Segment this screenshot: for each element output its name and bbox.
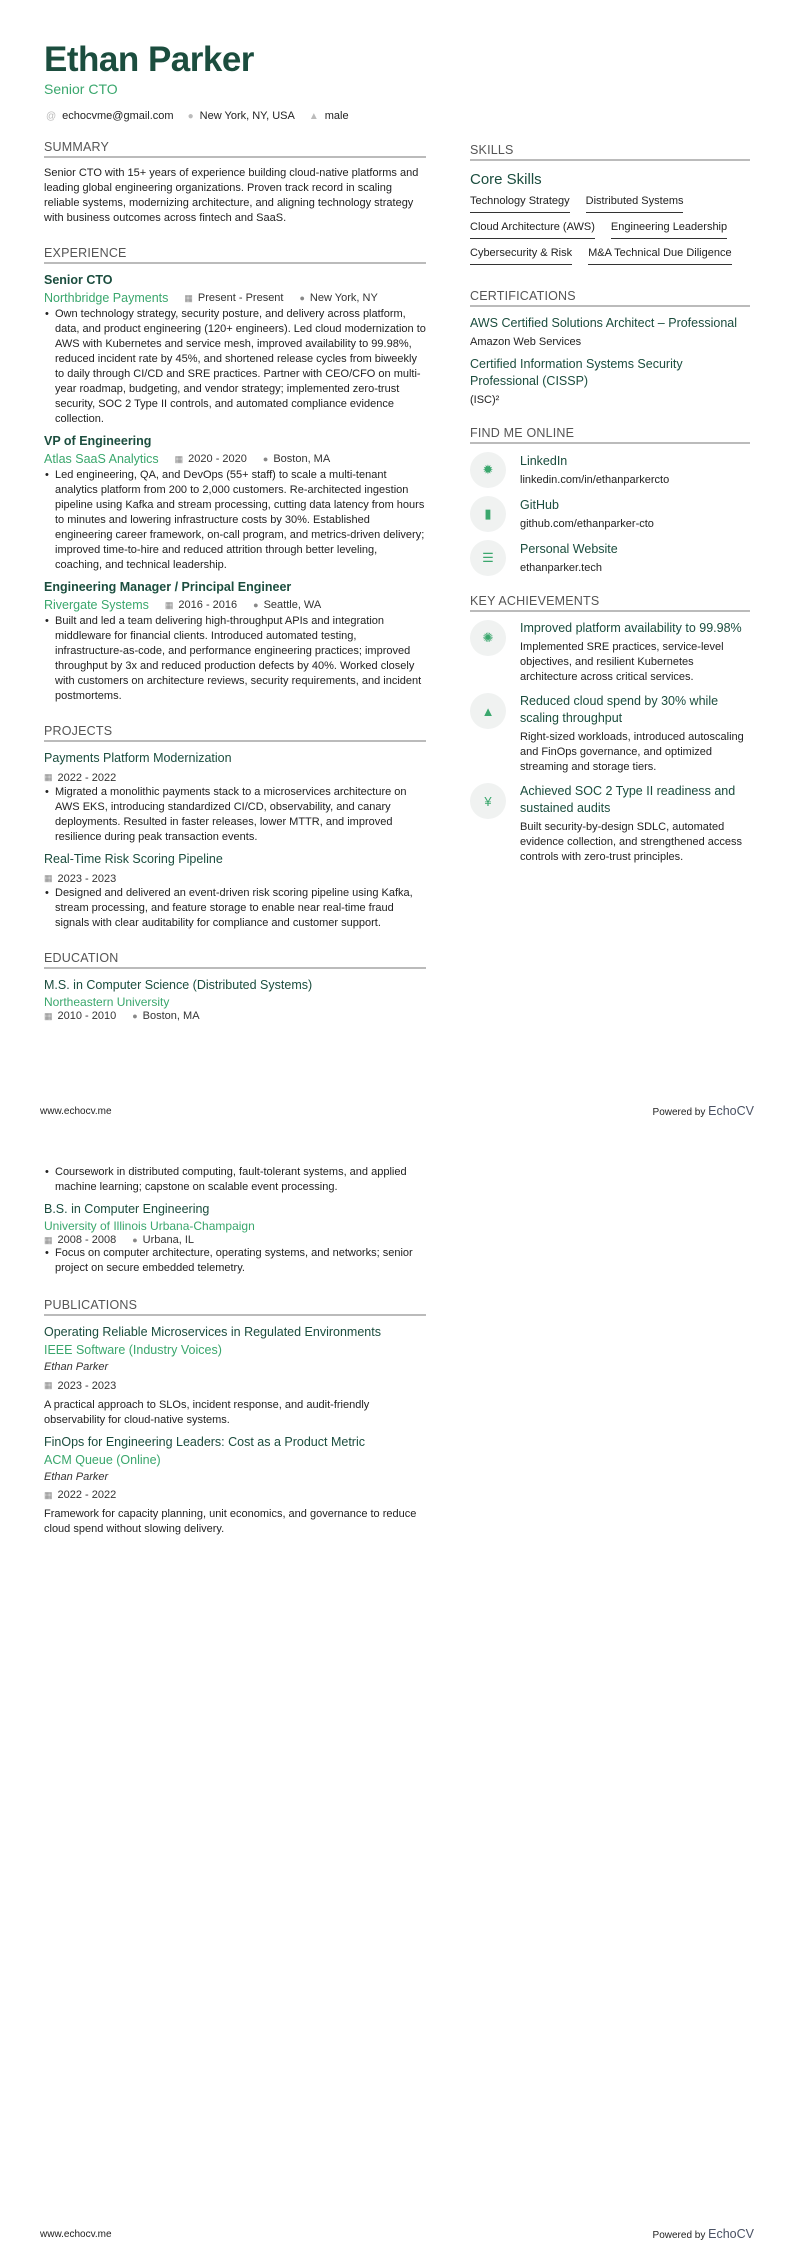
- project-item: [44, 851, 426, 931]
- section-find-me-online: FIND ME ONLINE: [470, 426, 750, 444]
- education-item: [44, 977, 426, 1022]
- skill-tag: Technology Strategy: [470, 193, 570, 213]
- footer-powered-by: Powered by: [652, 1107, 706, 1118]
- certification-name: Certified Information Systems Security Professional (CISSP): [470, 357, 683, 388]
- dates: 2022 - 2022: [57, 1489, 117, 1501]
- online-profile-link[interactable]: [470, 452, 750, 488]
- candidate-title: Senior CTO: [44, 81, 118, 97]
- section-projects: PROJECTS: [44, 724, 426, 742]
- dates: 2008 - 2008: [57, 1234, 117, 1246]
- achievement-title: Reduced cloud spend by 30% while scaling throughput: [520, 694, 719, 725]
- company: Atlas SaaS Analytics: [44, 452, 159, 466]
- calendar-icon: ▦: [44, 1234, 53, 1245]
- page-footer: [40, 2227, 754, 2241]
- profile-url[interactable]: github.com/ethanparker-cto: [520, 517, 654, 530]
- publication-item: [44, 1434, 426, 1538]
- project-bullet: • Migrated a monolithic payments stack to a microservices architecture on AWS EKS, introducing standardized CI/CD, observability, and canary deployments. Resulted in faster releases, lower MTTR, and improved resilience during peak transaction events.: [44, 785, 426, 845]
- project-bullet: • Designed and delivered an event-driven risk scoring pipeline using Kafka, stream processing, and feature storage to enable near real-time fraud signals with clear auditability for compliance and customer support.: [44, 886, 426, 931]
- calendar-icon: ▦: [164, 599, 174, 610]
- skill-tag: Cybersecurity & Risk: [470, 245, 572, 265]
- resume-page-2: [0, 1123, 794, 2246]
- school: Northeastern University: [44, 995, 170, 1009]
- publication-title: FinOps for Engineering Leaders: Cost as a Product Metric: [44, 1434, 365, 1449]
- location-pin-icon: ●: [187, 110, 194, 122]
- calendar-icon: ▦: [44, 1489, 53, 1500]
- location: New York, NY, USA: [199, 110, 295, 122]
- achievement-description: Built security-by-design SDLC, automated evidence collection, and strengthened access controls with zero-trust principles.: [520, 821, 742, 863]
- publication-title: Operating Reliable Microservices in Regulated Environments: [44, 1325, 381, 1339]
- education-bullet: • Coursework in distributed computing, fault-tolerant systems, and applied machine learning; capstone on scalable event processing.: [44, 1165, 426, 1195]
- profile-url[interactable]: ethanparker.tech: [520, 561, 602, 574]
- dates: 2016 - 2016: [178, 599, 238, 611]
- profile-label[interactable]: GitHub: [520, 497, 559, 512]
- education-bullet: • Focus on computer architecture, operating systems, and networks; senior project on secure embedded telemetry.: [44, 1246, 426, 1276]
- job-title: VP of Engineering: [44, 434, 152, 448]
- section-publications: PUBLICATIONS: [44, 1298, 426, 1316]
- school: University of Illinois Urbana-Champaign: [44, 1219, 255, 1233]
- job-title: Senior CTO: [44, 273, 113, 287]
- certification-item: [470, 356, 750, 408]
- footer-site-link[interactable]: www.echocv.me: [40, 2228, 112, 2240]
- achievement-item: [470, 620, 750, 685]
- profile-url[interactable]: linkedin.com/in/ethanparkercto: [520, 473, 670, 486]
- publication-item: [44, 1324, 426, 1428]
- project-name: Real-Time Risk Scoring Pipeline: [44, 852, 223, 866]
- footer-site-link[interactable]: www.echocv.me: [40, 1105, 112, 1117]
- location: Seattle, WA: [263, 599, 322, 611]
- location: Urbana, IL: [142, 1234, 195, 1246]
- degree: M.S. in Computer Science (Distributed Systems): [44, 978, 313, 992]
- section-summary: SUMMARY: [44, 140, 426, 158]
- publication-venue: IEEE Software (Industry Voices): [44, 1343, 222, 1357]
- bug-icon: ✹: [470, 452, 506, 488]
- dates: Present - Present: [197, 292, 284, 304]
- section-skills: SKILLS: [470, 143, 750, 161]
- achievement-description: Right-sized workloads, introduced autoscaling and FinOps governance, and optimized streaming and storage tiers.: [520, 731, 744, 773]
- publication-author: Ethan Parker: [44, 1361, 109, 1373]
- experience-bullet: • Led engineering, QA, and DevOps (55+ staff) to scale a multi-tenant analytics platform from 200 to 2,000 customers. Re-architected ingestion pipeline using Kafka and stream processing, cutting data latency from hours to minutes and lowering infrastructure costs by 30%. Established engineering career framework, on-call program, and metrics-driven delivery; improved time-to-hire and reduced attrition through better leveling, coaching, and technical leadership.: [44, 468, 426, 573]
- email[interactable]: echocvme@gmail.com: [62, 110, 174, 122]
- achievement-item: [470, 693, 750, 775]
- publication-description: A practical approach to SLOs, incident response, and audit-friendly observability for cloud-native systems.: [44, 1398, 370, 1426]
- online-profile-link[interactable]: [470, 540, 750, 576]
- page-footer: [40, 1104, 754, 1118]
- experience-item: [44, 433, 426, 573]
- footer-brand[interactable]: EchoCV: [708, 2227, 754, 2241]
- achievement-title: Achieved SOC 2 Type II readiness and sustained audits: [520, 784, 736, 815]
- summary-text: Senior CTO with 15+ years of experience building cloud-native platforms and leading global engineering organizations. Proven track record in scaling reliable systems, modernizing architecture, and aligning technology strategy with business outcomes across fintech and SaaS.: [44, 167, 419, 224]
- yen-icon: ¥: [470, 783, 506, 819]
- dates: 2010 - 2010: [57, 1010, 117, 1022]
- skill-tag: Cloud Architecture (AWS): [470, 219, 595, 239]
- skill-tag: Distributed Systems: [586, 193, 684, 213]
- certification-name: AWS Certified Solutions Architect – Professional: [470, 316, 738, 330]
- publication-author: Ethan Parker: [44, 1470, 109, 1483]
- calendar-icon: ▦: [44, 873, 53, 883]
- certification-issuer: (ISC)²: [470, 394, 500, 406]
- skill-tag: M&A Technical Due Diligence: [588, 245, 731, 265]
- at-icon: @: [46, 110, 57, 122]
- publication-venue: ACM Queue (Online): [44, 1452, 161, 1467]
- experience-item: [44, 272, 426, 427]
- location-pin-icon: ●: [132, 1235, 138, 1245]
- menu-icon: ☰: [470, 540, 506, 576]
- online-profile-link[interactable]: [470, 496, 750, 532]
- achievement-title: Improved platform availability to 99.98%: [520, 621, 742, 635]
- gear-icon: ✺: [470, 620, 506, 656]
- location: Boston, MA: [273, 453, 331, 465]
- degree: B.S. in Computer Engineering: [44, 1202, 210, 1216]
- gender: male: [324, 110, 349, 122]
- skill-group-title: Core Skills: [470, 171, 542, 188]
- location: Boston, MA: [142, 1010, 200, 1022]
- dates: 2023 - 2023: [57, 872, 117, 885]
- section-experience: EXPERIENCE: [44, 246, 426, 264]
- dates: 2020 - 2020: [188, 453, 247, 465]
- location-pin-icon: ●: [253, 600, 259, 610]
- experience-item: [44, 579, 426, 704]
- dates: 2022 - 2022: [57, 771, 117, 784]
- calendar-icon: ▦: [44, 1380, 53, 1390]
- candidate-name: Ethan Parker: [44, 40, 254, 79]
- achievement-description: Implemented SRE practices, service-level objectives, and resilient Kubernetes architecture across critical services.: [520, 641, 724, 683]
- calendar-icon: ▦: [184, 292, 193, 303]
- section-education: EDUCATION: [44, 951, 426, 969]
- calendar-icon: ▦: [44, 772, 53, 782]
- calendar-icon: ▦: [44, 1010, 53, 1021]
- project-item: [44, 750, 426, 845]
- skill-tag: Engineering Leadership: [611, 219, 727, 239]
- file-search-icon: ▮: [470, 496, 506, 532]
- calendar-icon: ▦: [174, 453, 184, 464]
- section-key-achievements: KEY ACHIEVEMENTS: [470, 594, 750, 612]
- location: New York, NY: [309, 292, 378, 304]
- profile-label[interactable]: LinkedIn: [520, 453, 568, 468]
- job-title: Engineering Manager / Principal Engineer: [44, 580, 292, 594]
- company: Northbridge Payments: [44, 291, 169, 305]
- location-pin-icon: ●: [132, 1011, 138, 1021]
- education-item: [44, 1201, 426, 1276]
- publication-description: Framework for capacity planning, unit economics, and governance to reduce cloud spend without slowing delivery.: [44, 1508, 417, 1535]
- person-icon: ▲: [308, 110, 319, 122]
- contact-row: [44, 110, 426, 122]
- experience-bullet: • Own technology strategy, security posture, and delivery across platform, data, and product engineering (120+ engineers). Led cloud modernization to AWS with Kubernetes and service mesh, improved availability to 99.98%, reduced incident rate by 45%, and shortened release cycles from biweekly to daily through CI/CD and SRE practices. Partner with CEO/CFO on multi-year roadmap, budgeting, and vendor strategy; implemented zero-trust security, SOC 2 Type II controls, and automated compliance evidence collection.: [44, 307, 426, 427]
- bell-icon: ▲: [470, 693, 506, 729]
- section-certifications: CERTIFICATIONS: [470, 289, 750, 307]
- project-name: Payments Platform Modernization: [44, 751, 232, 765]
- company: Rivergate Systems: [44, 598, 149, 612]
- location-pin-icon: ●: [262, 454, 269, 464]
- profile-label[interactable]: Personal Website: [520, 541, 618, 556]
- dates: 2023 - 2023: [57, 1379, 117, 1392]
- location-pin-icon: ●: [299, 293, 305, 303]
- footer-powered-by: Powered by: [652, 2230, 706, 2241]
- certification-item: [470, 315, 750, 350]
- certification-issuer: Amazon Web Services: [470, 336, 582, 348]
- footer-brand[interactable]: EchoCV: [708, 1104, 754, 1118]
- experience-bullet: • Built and led a team delivering high-throughput APIs and integration middleware for financial clients. Introduced automated testing, infrastructure-as-code, and performance engineering practices; improved throughput by 3x and reduced production defects by 40%. Worked closely with customers on architecture reviews, security requirements, and incident postmortems.: [44, 614, 426, 704]
- achievement-item: [470, 783, 750, 865]
